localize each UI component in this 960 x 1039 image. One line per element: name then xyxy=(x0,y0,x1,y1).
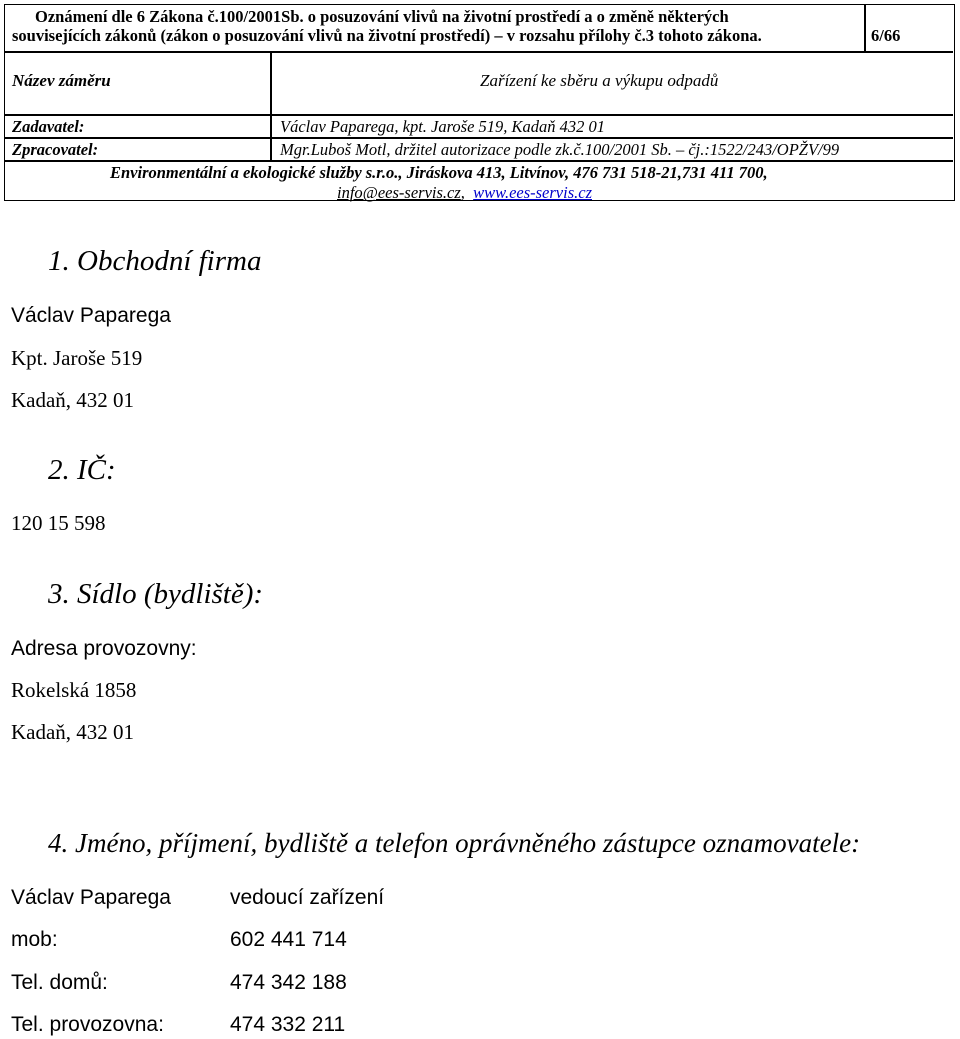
client-value: Václav Paparega, kpt. Jaroše 519, Kadaň 432 01 xyxy=(280,117,606,136)
s2-line-1: 120 15 598 xyxy=(11,511,106,535)
contact-links: info@ees-servis.cz, www.ees-servis.cz xyxy=(337,183,592,202)
web-link[interactable]: www.ees-servis.cz xyxy=(473,183,592,202)
page-number: 6/66 xyxy=(871,26,901,45)
document-header xyxy=(4,4,955,201)
contact-row-4-value: 474 332 211 xyxy=(230,1013,346,1036)
contact-row-3-label: Tel. domů: xyxy=(11,971,108,994)
s1-line-2: Kpt. Jaroše 519 xyxy=(11,346,143,370)
contact-row-4-label: Tel. provozovna: xyxy=(11,1013,164,1036)
project-label: Název záměru xyxy=(12,71,111,90)
s3-line-3: Kadaň, 432 01 xyxy=(11,720,135,744)
contact-row-2-value: 602 441 714 xyxy=(230,928,347,951)
contact-row-3-value: 474 342 188 xyxy=(230,971,347,994)
email-link[interactable]: info@ees-servis.cz xyxy=(337,183,461,202)
contact-row-1-label: Václav Paparega xyxy=(11,886,171,909)
author-value: Mgr.Luboš Motl, držitel autorizace podle zk.č.100/2001 Sb. – čj.:1522/243/OPŽV/99 xyxy=(280,140,840,159)
contact-row-2-label: mob: xyxy=(11,928,58,951)
contact-row-1-value: vedoucí zařízení xyxy=(230,886,385,909)
project-value: Zařízení ke sběru a výkupu odpadů xyxy=(480,71,719,90)
company-line: Environmentální a ekologické služby s.r.o., Jiráskova 413, Litvínov, 476 731 518-21,731 411 700, xyxy=(110,163,768,182)
s3-line-1: Adresa provozovny: xyxy=(11,637,197,660)
header-title-line-2: souvisejících zákonů (zákon o posuzování vlivů na životní prostředí) – v rozsahu přílohy č.3 tohoto zákona. xyxy=(12,26,762,45)
s3-line-2: Rokelská 1858 xyxy=(11,678,137,702)
s1-line-3: Kadaň, 432 01 xyxy=(11,388,135,412)
header-title-line-1: Oznámení dle 6 Zákona č.100/2001Sb. o posuzování vlivů na životní prostředí a o změně některých xyxy=(35,7,729,26)
section-2-title: 2. IČ: xyxy=(48,454,116,486)
section-1-title: 1. Obchodní firma xyxy=(48,245,262,277)
client-label: Zadavatel: xyxy=(12,117,85,136)
author-label: Zpracovatel: xyxy=(12,140,99,159)
section-3-title: 3. Sídlo (bydliště): xyxy=(48,578,264,610)
s1-line-1: Václav Paparega xyxy=(11,304,171,327)
section-4-title: 4. Jméno, příjmení, bydliště a telefon oprávněného zástupce oznamovatele: xyxy=(48,828,861,858)
